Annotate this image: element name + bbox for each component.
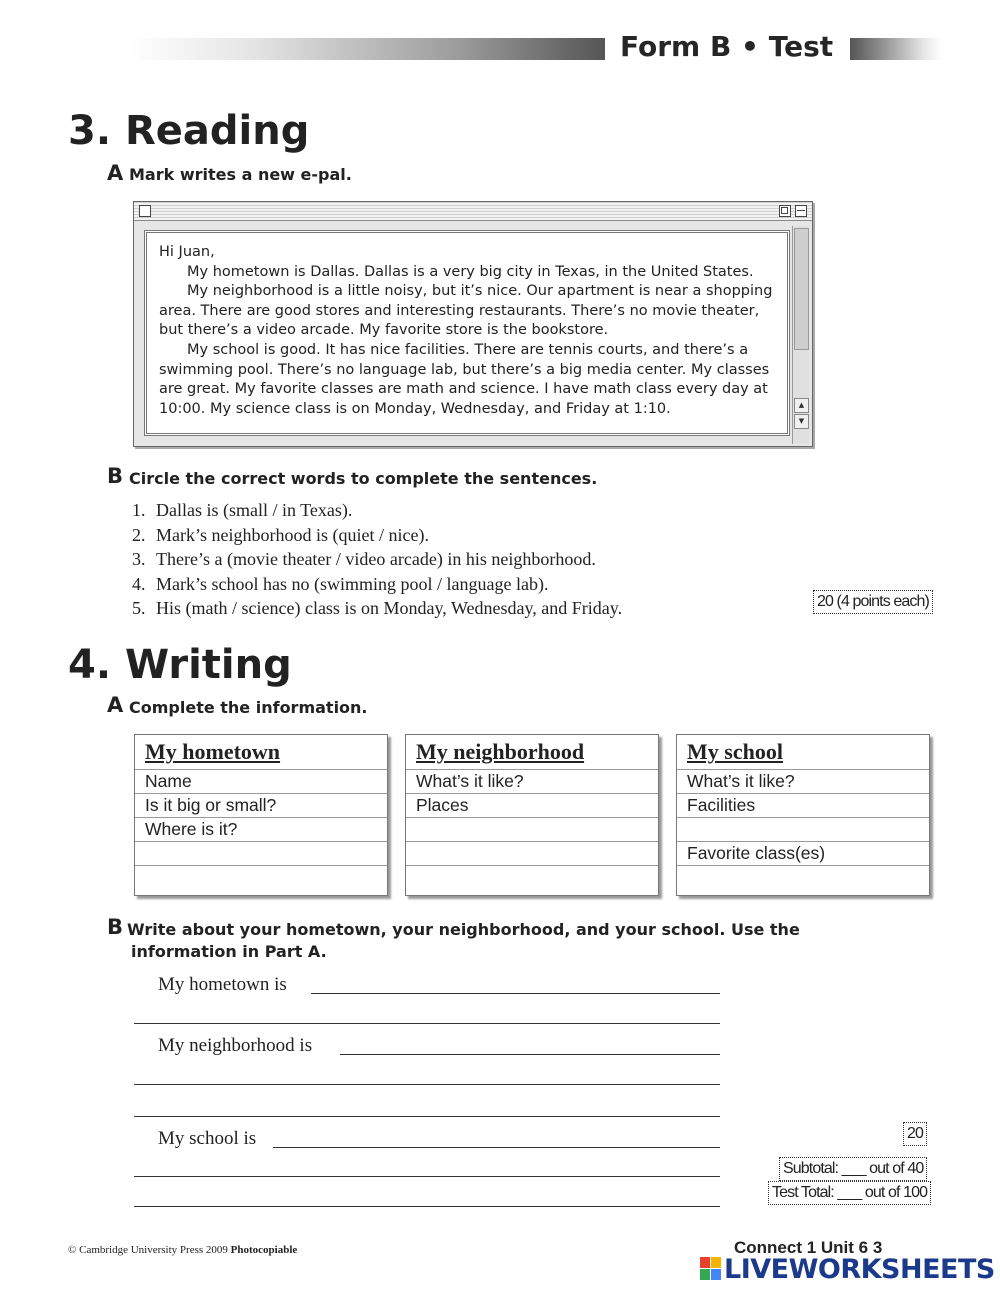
header-gradient-bar-right	[850, 38, 942, 60]
school-prompt: My school is	[158, 1128, 257, 1149]
email-paragraph-neighborhood: My neighborhood is a little noisy, but it’s nice. Our apartment is near a shopping area. There are good stores and interesting restaurants. There’s no movie theater, but there’s a video arcade. My favorite store is the bookstore.	[159, 283, 773, 339]
table-row[interactable]	[677, 793, 929, 818]
neighborhood-prompt: My neighborhood is	[158, 1035, 313, 1056]
table-row-label: What’s it like?	[687, 771, 795, 791]
table-row-label: Facilities	[687, 795, 756, 815]
scrollbar-thumb[interactable]	[794, 228, 809, 350]
email-body	[159, 243, 787, 419]
table-row[interactable]	[677, 841, 929, 866]
photocopiable-label: Photocopiable	[230, 1244, 298, 1256]
question-number: 4.	[132, 573, 146, 594]
question-text: Mark’s neighborhood is (quiet / nice).	[156, 524, 429, 545]
window-close-box-icon[interactable]	[139, 205, 151, 217]
liveworksheets-watermark: LIVEWORKSHEETS	[724, 1254, 995, 1285]
header-title: Form B • Test	[620, 30, 834, 63]
writing-part-b-instruction-line1: Write about your hometown, your neighborhood, and your school. Use the	[127, 920, 800, 939]
question-number: 1.	[132, 500, 146, 520]
question-item	[132, 596, 622, 621]
writing-line[interactable]	[134, 1084, 720, 1085]
table-heading: My school	[687, 739, 783, 764]
test-total-box: Test Total: ___ out of 100	[768, 1181, 931, 1205]
question-text: There’s a (movie theater / video arcade) in his neighborhood.	[156, 549, 596, 569]
table-row-label: Name	[145, 771, 192, 791]
subtotal-box: Subtotal: ___ out of 40	[779, 1157, 927, 1181]
table-row[interactable]	[406, 793, 658, 818]
reading-points-box: 20 (4 points each)	[813, 590, 933, 614]
footer-copyright	[68, 1244, 297, 1256]
scroll-up-arrow-icon[interactable]: ▲	[794, 398, 809, 413]
table-row[interactable]	[677, 865, 929, 890]
writing-part-b-instruction-line2: information in Part A.	[131, 942, 327, 961]
table-row-label: Is it big or small?	[145, 795, 277, 815]
school-writing-line[interactable]	[273, 1147, 720, 1148]
email-greeting: Hi Juan,	[159, 244, 215, 260]
table-row-label: Favorite class(es)	[687, 843, 826, 863]
question-item	[132, 498, 622, 523]
footer-page-reference: Connect 1 Unit 6 3	[734, 1238, 883, 1257]
email-paragraph-hometown: My hometown is Dallas. Dallas is a very big city in Texas, in the United States.	[187, 263, 754, 280]
question-number: 3.	[132, 549, 146, 569]
school-info-table	[676, 734, 930, 896]
neighborhood-writing-line[interactable]	[340, 1054, 720, 1055]
table-heading: My hometown	[145, 739, 281, 764]
writing-line[interactable]	[134, 1023, 720, 1024]
table-row[interactable]	[406, 865, 658, 890]
table-heading: My neighborhood	[416, 739, 585, 764]
email-content-area	[144, 230, 790, 436]
table-row[interactable]	[406, 769, 658, 794]
writing-line[interactable]	[134, 1176, 720, 1177]
writing-points-box: 20	[903, 1122, 927, 1146]
question-text: His (math / science) class is on Monday, Wednesday, and Friday.	[156, 598, 623, 618]
writing-line[interactable]	[134, 1116, 720, 1117]
scroll-down-arrow-icon[interactable]: ▼	[794, 414, 809, 429]
question-item	[132, 547, 622, 572]
reading-part-b-letter: B	[107, 464, 124, 488]
table-row-label: Where is it?	[145, 819, 238, 839]
reading-part-a-letter: A	[107, 161, 124, 185]
table-row-label: Places	[416, 795, 469, 815]
neighborhood-info-table	[405, 734, 659, 896]
reading-section-title: 3. Reading	[68, 108, 310, 154]
writing-line[interactable]	[134, 1206, 720, 1207]
question-item	[132, 572, 622, 597]
table-row[interactable]	[135, 865, 387, 890]
table-row[interactable]	[677, 769, 929, 794]
window-zoom-box-icon[interactable]	[779, 205, 791, 217]
writing-part-a-letter: A	[107, 693, 124, 717]
table-row[interactable]	[135, 793, 387, 818]
table-row-label: What’s it like?	[416, 771, 524, 791]
reading-part-b-instruction: Circle the correct words to complete the sentences.	[129, 469, 598, 488]
question-list	[132, 498, 622, 621]
window-scrollbar[interactable]	[792, 226, 809, 444]
hometown-info-table	[134, 734, 388, 896]
writing-section-title: 4. Writing	[68, 642, 292, 688]
copyright-text: © Cambridge University Press 2009	[68, 1244, 228, 1256]
liveworksheets-logo-icon	[700, 1257, 722, 1281]
hometown-writing-line[interactable]	[311, 993, 720, 994]
question-number: 5.	[132, 598, 146, 618]
question-item	[132, 523, 622, 548]
hometown-prompt: My hometown is	[158, 974, 287, 995]
reading-part-a-instruction: Mark writes a new e-pal.	[129, 165, 352, 184]
email-window	[133, 201, 813, 447]
table-row[interactable]	[406, 817, 658, 842]
question-number: 2.	[132, 524, 146, 545]
email-paragraph-school: My school is good. It has nice facilities. There are tennis courts, and there’s a swimming pool. There’s no language lab, but there’s a big media center. My classes are great. My favorite classes are math and science. I have math class every day at 10:00. My science class is on Monday, Wednesday, and Friday at 1:10.	[159, 341, 770, 417]
table-row[interactable]	[135, 769, 387, 794]
question-text: Mark’s school has no (swimming pool / language lab).	[156, 573, 549, 594]
table-row[interactable]	[406, 841, 658, 866]
writing-part-a-instruction: Complete the information.	[129, 698, 368, 717]
writing-part-b-letter: B	[107, 915, 124, 939]
header-gradient-bar-left	[130, 38, 605, 60]
table-row[interactable]	[135, 841, 387, 866]
window-collapse-box-icon[interactable]	[795, 205, 807, 217]
table-row[interactable]	[135, 817, 387, 842]
window-titlebar[interactable]	[134, 202, 812, 221]
table-row[interactable]	[677, 817, 929, 842]
question-text: Dallas is (small / in Texas).	[156, 500, 353, 520]
